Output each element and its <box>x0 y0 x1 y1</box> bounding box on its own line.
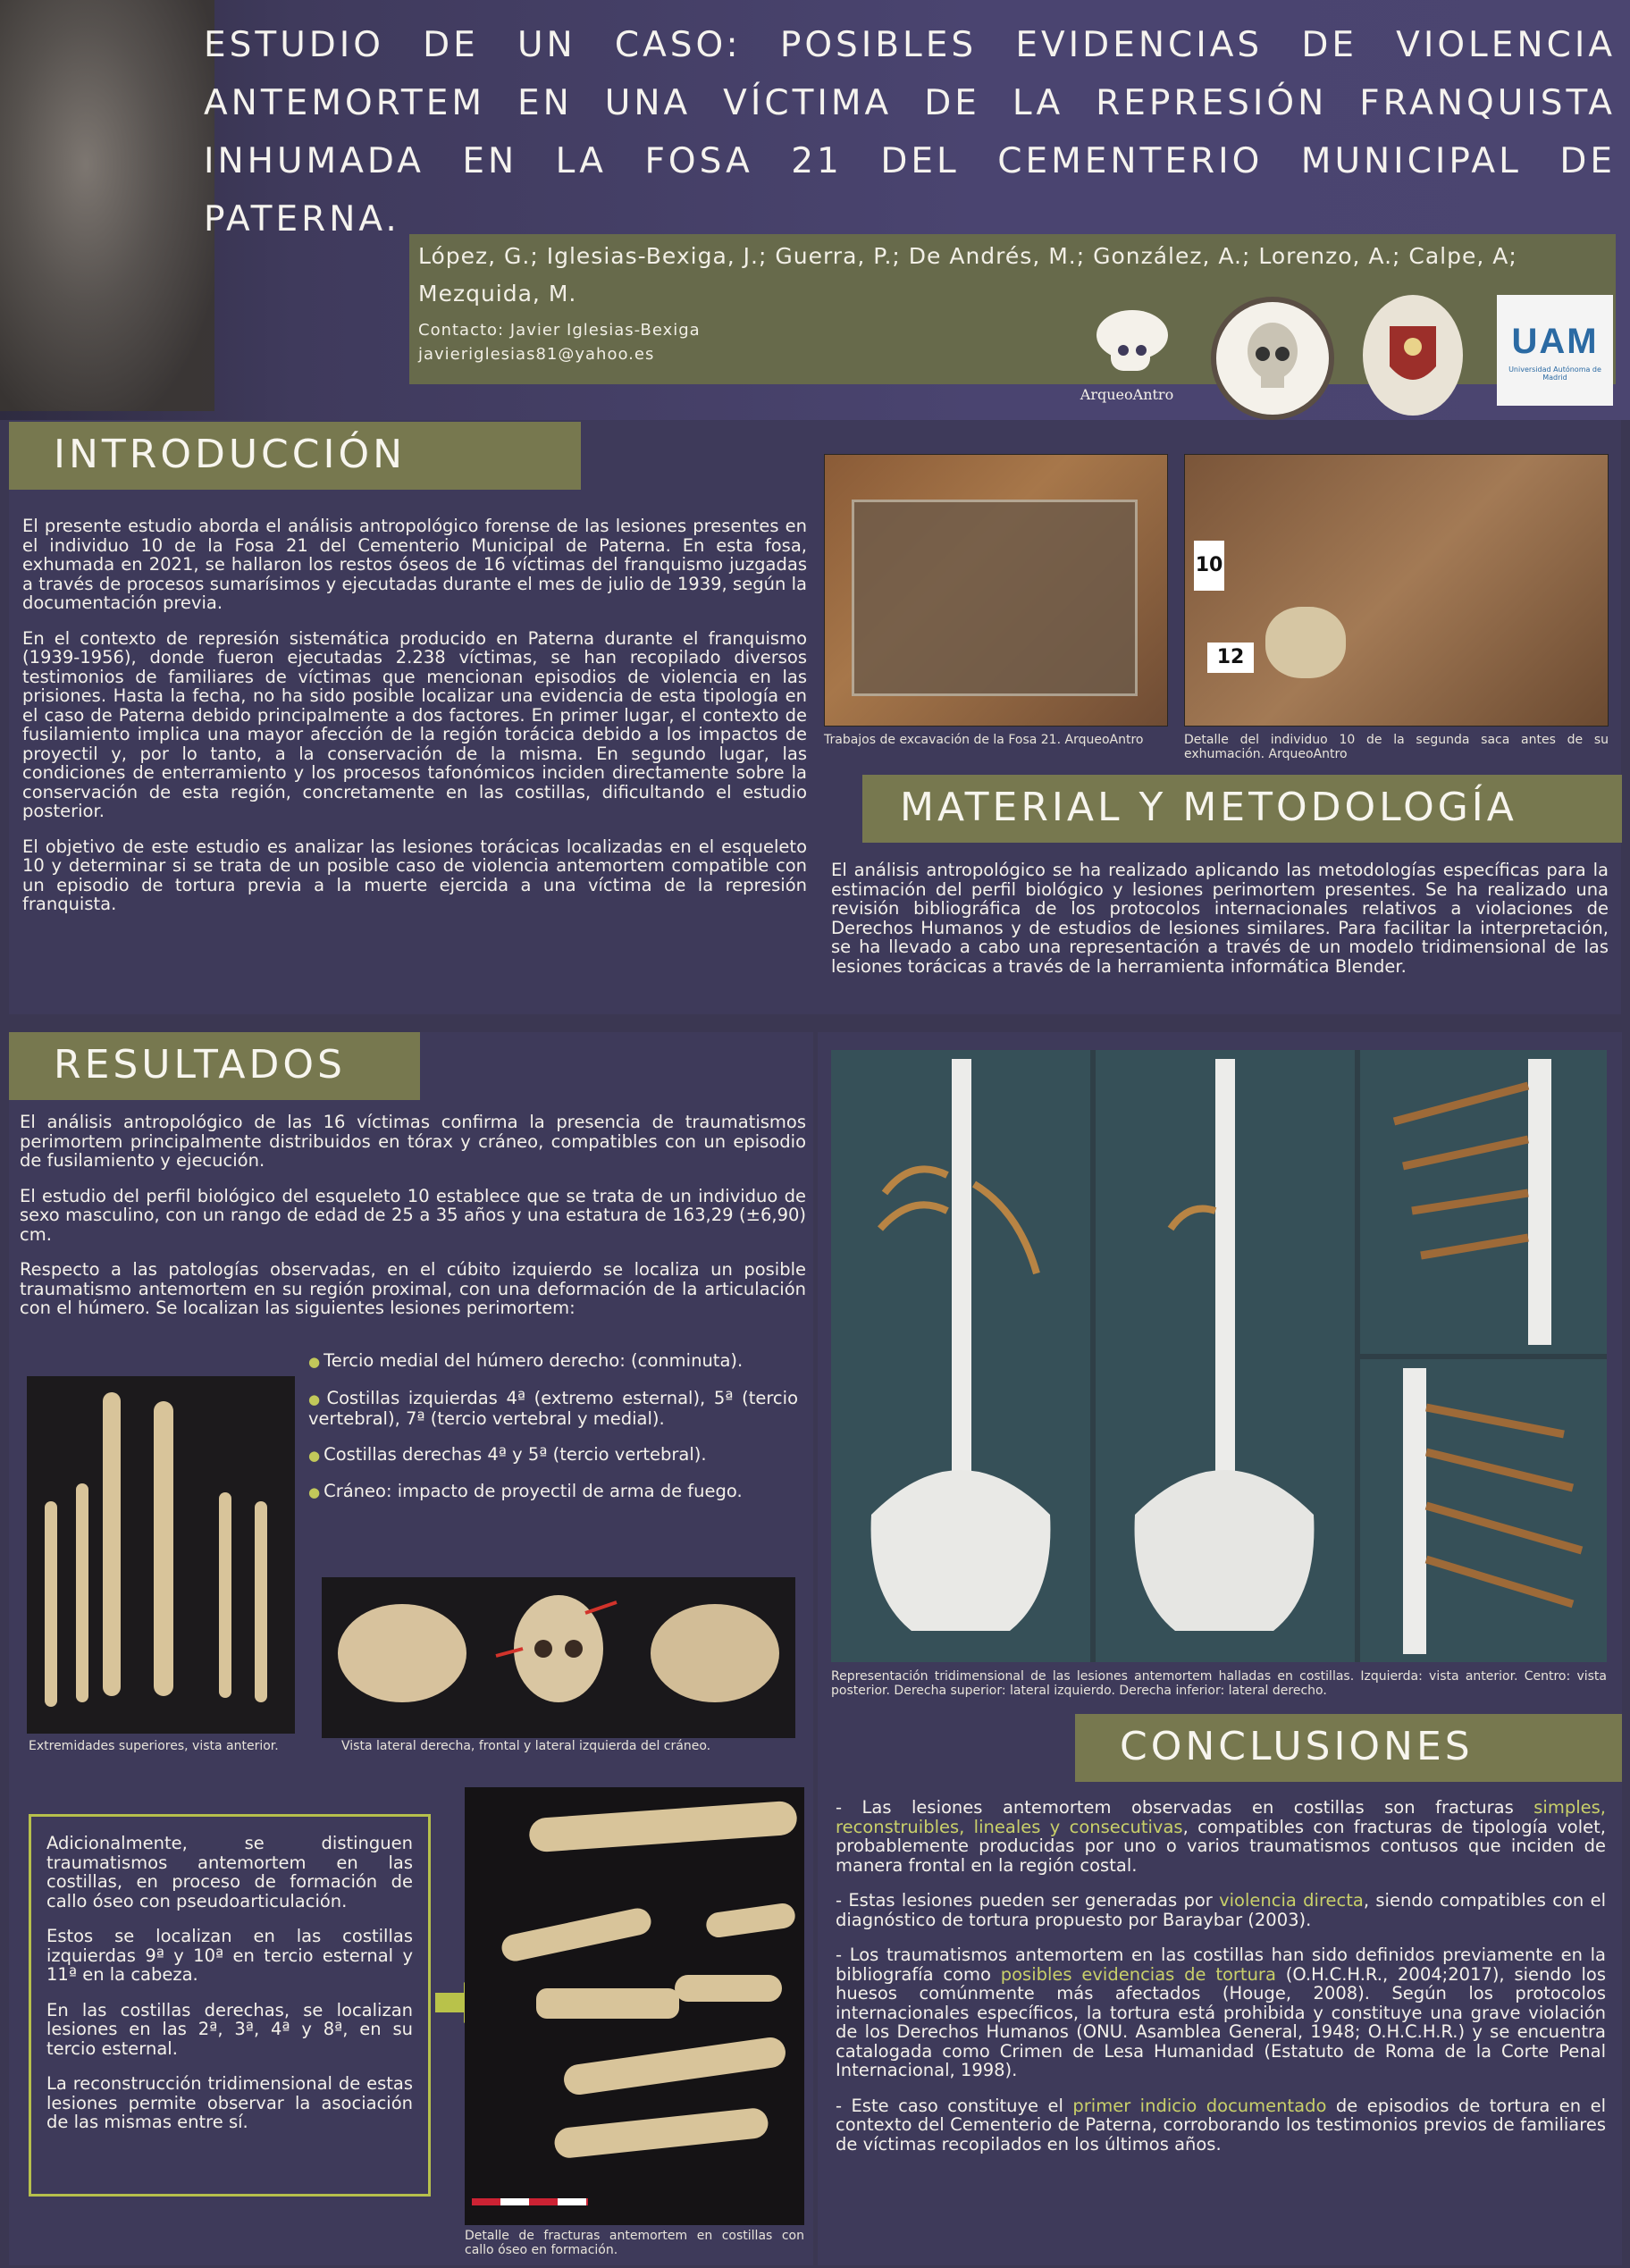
excavation-caption: Trabajos de excavación de la Fosa 21. ArqueoAntro <box>824 733 1144 747</box>
conclusion-3: - Los traumatismos antemortem en las costillas han sido definidos previamente en la bibliografía como posibles evidencias de tortura (O.H.C.H.R., 2004;2017), siendo los huesos comúnmente más afectados (Houge, 2008). Según los protocolos internacionales específicos, la tortura está prohibida y constituye una grave violación de los Derechos Humanos (ONU. Asamblea General, 1948; O.H.C.H.R.) y se encuentra catalogada como Crimen de Lesa Humanidad (Estatuto de Roma de la Corte Penal Internacional, 1998). <box>836 1945 1607 2080</box>
excavation-photo <box>824 454 1168 727</box>
resultados-heading: RESULTADOS <box>9 1032 420 1100</box>
resultados-paragraph-3: Respecto a las patologías observadas, en el cúbito izquierdo se localiza un posible traumatismo antemortem en su región proximal, con una deformación de la articulación con el húmero. Se localizan las siguientes lesiones perimortem: <box>20 1259 806 1318</box>
skeleton-3d-graphic <box>831 1050 1607 1662</box>
lesion-item-2: ● Costillas izquierdas 4ª (extremo esternal), 5ª (tercio vertebral), 7ª (tercio vertebral y medial). <box>308 1389 798 1429</box>
model-3d-images <box>831 1050 1607 1662</box>
upper-limbs-photo <box>27 1376 295 1734</box>
uam-logo <box>1497 295 1613 406</box>
individual-10-photo <box>1184 454 1609 727</box>
authors: López, G.; Iglesias-Bexiga, J.; Guerra, P.; De Andrés, M.; González, A.; Lorenzo, A.; Calpe, A; Mezquida, M. <box>418 243 1517 307</box>
individual-10-caption: Detalle del individuo 10 de la segunda saca antes de su exhumación. ArqueoAntro <box>1184 733 1609 761</box>
lesion-list <box>308 1351 798 1503</box>
intro-text <box>22 517 807 930</box>
conclusion-2: - Estas lesiones pueden ser generadas por violencia directa, siendo compatibles con el diagnóstico de tortura propuesto por Baraybar (2003). <box>836 1890 1607 1930</box>
uam-logo-text: UAM <box>1511 322 1599 361</box>
header-rock-photo <box>0 0 214 411</box>
uam-logo-subtext: Universidad Autónoma de Madrid <box>1508 365 1601 382</box>
contact-block <box>418 318 954 366</box>
ribs-fracture-caption: Detalle de fracturas antemortem en costillas con callo óseo en formación. <box>465 2229 804 2257</box>
lesion-item-4: ● Cráneo: impacto de proyectil de arma de fuego. <box>308 1482 798 1503</box>
intro-paragraph-1: El presente estudio aborda el análisis antropológico forense de las lesiones presentes en el individuo 10 de la Fosa 21 del Cementerio Municipal de Paterna. En esta fosa, exhumada en 2021, se hallaron los restos óseos de 16 víctimas del franquismo juzgadas a través de procesos sumarísimos y ejecutadas durante el mes de julio de 1939, según la documentación previa. <box>22 516 807 613</box>
shield-icon <box>1363 295 1463 416</box>
contact-label: Contacto: Javier Iglesias-Bexiga <box>418 321 701 340</box>
contact-email[interactable]: javieriglesias81@yahoo.es <box>418 345 655 364</box>
scale-bar <box>472 2198 588 2205</box>
resultados-paragraph-1: El análisis antropológico de las 16 víctimas confirma la presencia de traumatismos perimortem principalmente distribuidos en tórax y cráneo, compatibles con un episodio de fusilamiento y ejecución. <box>20 1112 806 1171</box>
antemortem-box-p3: En las costillas derechas, se localizan lesiones en las 2ª, 3ª, 4ª y 8ª, en su tercio esternal. <box>46 1999 413 2059</box>
skull-views-caption: Vista lateral derecha, frontal y lateral izquierda del cráneo. <box>341 1739 711 1753</box>
resultados-paragraph-2: El estudio del perfil biológico del esqueleto 10 establece que se trata de un individuo de sexo masculino, con un rango de edad de 25 a 35 años y una estatura de 163,29 (±6,90) cm. <box>20 1185 806 1245</box>
conclusiones-text <box>836 1798 1606 2170</box>
model-3d-caption: Representación tridimensional de las lesiones antemortem halladas en costillas. Izquierda: vista anterior. Centro: vista posterior. Derecha superior: lateral izquierdo. Derecha inferior: lateral derecho. <box>831 1669 1607 1698</box>
antemortem-box-p4: La reconstrucción tridimensional de estas lesiones permite observar la asociación de las mismas entre sí. <box>46 2073 413 2132</box>
arqueoantro-logo-text: ArqueoAntro <box>1080 386 1174 403</box>
intro-paragraph-3: El objetivo de este estudio es analizar las lesiones torácicas localizadas en el esqueleto 10 y determinar si se trata de un posible caso de violencia antemortem compatible con un episodio de tortura previa a la muerte ejercida a una víctima de la represión franquista. <box>22 836 807 914</box>
intro-paragraph-2: En el contexto de represión sistemática producido en Paterna durante el franquismo (1939-1956), donde fueron ejecutadas 2.238 víctimas, se han recopilado diversos testimonios de familiares de víctimas que mencionan episodios de violencia en las prisiones. Hasta la fecha, no ha sido posible localizar una evidencia de esta tipología en el caso de Paterna debido principalmente a dos factores. En primer lugar, el contexto de fusilamiento implica una mayor afección de la región torácica debido a los impactos de proyectil y, por lo tanto, a la conservación de la misma. En segundo lugar, las condiciones de enterramiento y los procesos tafonómicos inciden directamente sobre la conservación de esta región, concretamente en las costillas, dificultando el estudio posterior. <box>22 627 807 821</box>
skull-views-graphic <box>322 1577 795 1738</box>
antemortem-box-text <box>46 1834 413 2148</box>
tag-12: 12 <box>1207 643 1254 673</box>
ribs-fracture-photo <box>465 1787 804 2225</box>
lesion-item-3: ● Costillas derechas 4ª y 5ª (tercio vertebral). <box>308 1445 798 1466</box>
skull-views-photo <box>322 1577 795 1738</box>
metodo-text: El análisis antropológico se ha realizado aplicando las metodologías específicas para la estimación del perfil biológico y lesiones perimortem presentes. Se ha realizado una revisión bibliográfica de los protocolos internacionales relativos a violaciones de Derechos Humanos y de estudios de lesiones similares. Para facilitar la interpretación, se ha llevado a cabo una representación a través de un modelo tridimensional de las lesiones torácicas a través de la herramienta informática Blender. <box>831 860 1609 977</box>
aeaof-logo <box>1211 297 1334 420</box>
lesion-item-1: ● Tercio medial del húmero derecho: (conminuta). <box>308 1351 798 1373</box>
conclusion-4: - Este caso constituye el primer indicio documentado de episodios de tortura en el contexto del Cementerio de Paterna, corroborando los testimonios previos de familiares de víctimas recopilados en los últimos años. <box>836 2095 1607 2155</box>
poster-title: ESTUDIO DE UN CASO: POSIBLES EVIDENCIAS DE VIOLENCIA ANTEMORTEM EN UNA VÍCTIMA DE LA REPRESIÓN FRANQUISTA INHUMADA EN LA FOSA 21 DEL CEMENTERIO MUNICIPAL DE PATERNA. <box>204 25 1616 239</box>
upper-limbs-caption: Extremidades superiores, vista anterior. <box>29 1739 279 1753</box>
conclusion-1: - Las lesiones antemortem observadas en costillas son fracturas simples, reconstruibles, lineales y consecutivas, compatibles con fracturas de tipología volet, probablemente producidas por uno o varios traumatismos contusos que inciden de manera frontal en la región costal. <box>836 1797 1606 1876</box>
skull-icon <box>1216 302 1329 415</box>
intro-heading: INTRODUCCIÓN <box>9 422 581 490</box>
ucm-seal-logo <box>1363 295 1463 416</box>
metodo-heading: MATERIAL Y METODOLOGÍA <box>862 775 1622 843</box>
antemortem-box-p2: Estos se localizan en las costillas izquierdas 9ª y 10ª en tercio esternal y 11ª en la cabeza. <box>46 1926 413 1985</box>
antemortem-box-p1: Adicionalmente, se distinguen traumatismos antemortem en las costillas, en proceso de formación de callo óseo con pseudoarticulación. <box>46 1833 413 1911</box>
conclusiones-heading: CONCLUSIONES <box>1075 1714 1622 1782</box>
tag-10: 10 <box>1194 541 1224 591</box>
resultados-text <box>20 1113 806 1334</box>
